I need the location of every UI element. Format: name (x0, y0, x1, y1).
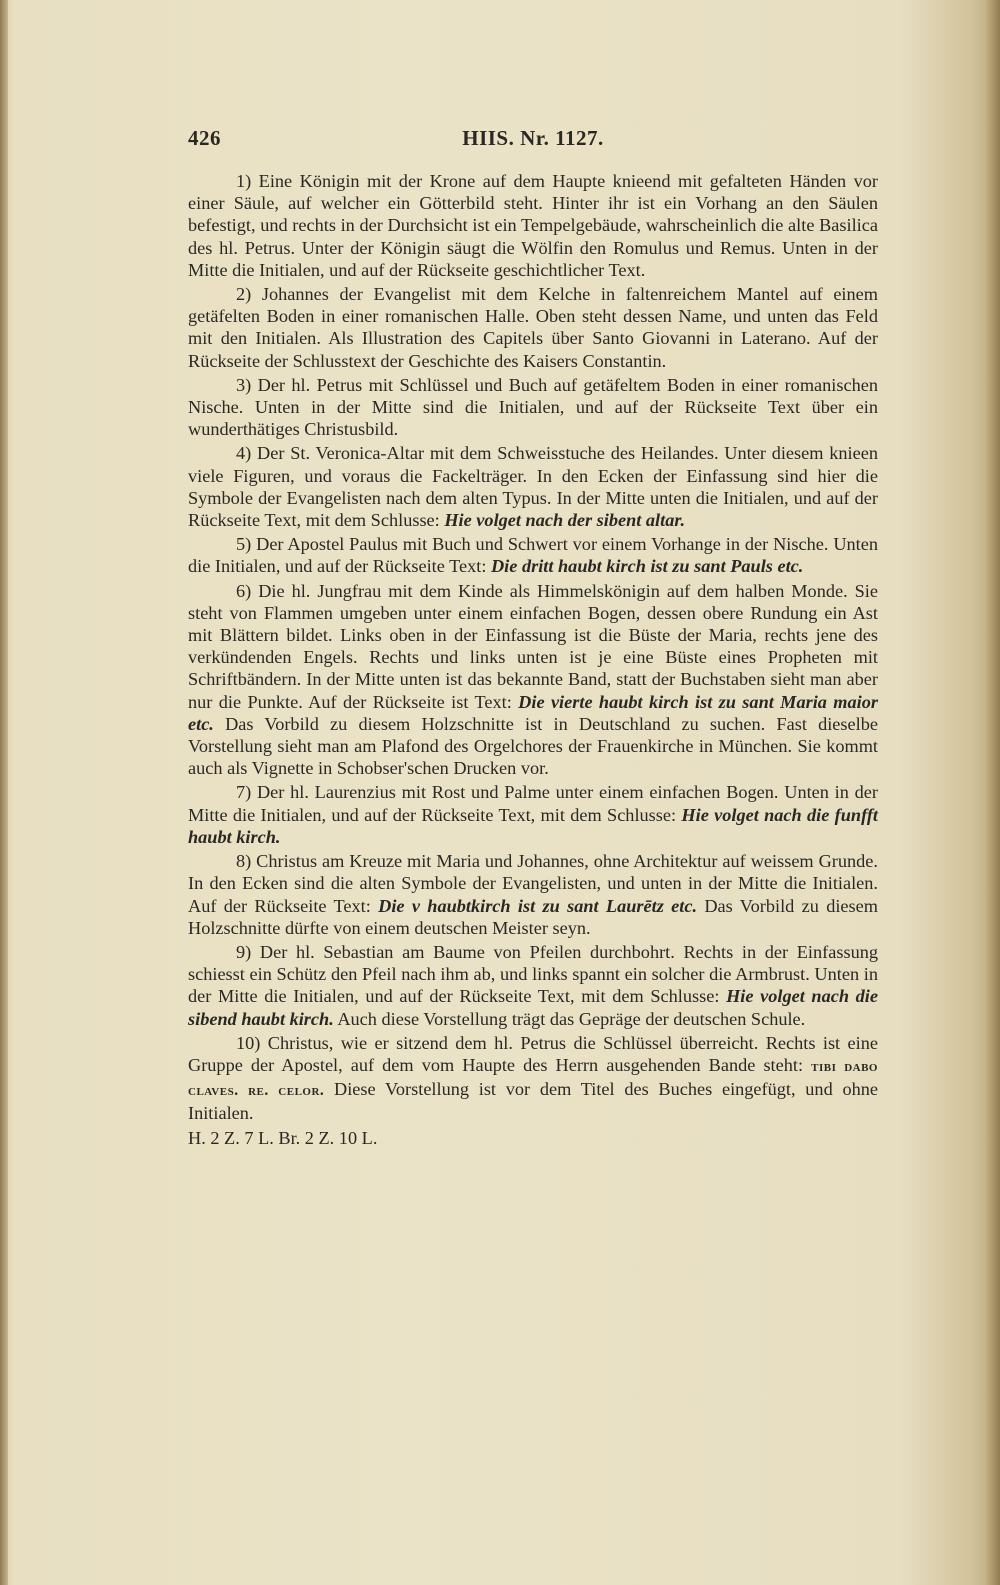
page-right-edge (984, 0, 1000, 1585)
running-title: HIIS. Nr. 1127. (462, 126, 604, 150)
page-number: 426 (188, 126, 221, 150)
entry-4: 4) Der St. Veronica-Altar mit dem Schweisstuche des Heilandes. Unter diesem knieen viele Figuren, und voraus die Fackelträger. In den Ecken der Einfassung sind hier die Symbole der Evangelisten nach dem alten Typus. In der Mitte unten die Initialen, und auf der Rückseite Text, mit dem Schlusse: Hie volget nach der sibent altar. (188, 443, 878, 531)
entry-7: 7) Der hl. Laurenzius mit Rost und Palme unter einem einfachen Bogen. Unten in der Mitte die Initialen, und auf der Rückseite Text, mit dem Schlusse: Hie volget nach die funfft haubt kirch. (188, 782, 878, 847)
entry-10-inscription: tibi dabo claves. re. celor. (188, 1057, 878, 1100)
entry-8-quote: Die v haubtkirch ist zu sant Laurētz etc. (378, 895, 698, 916)
entry-5-quote: Die dritt haubt kirch ist zu sant Pauls etc. (490, 556, 804, 577)
body-text (188, 170, 878, 1149)
page-left-edge (0, 0, 8, 1585)
entry-6: 6) Die hl. Jungfrau mit dem Kinde als Himmelskönigin auf dem halben Monde. Sie steht von Flammen umgeben unter einem einfachen Bogen, dessen obere Rundung ein Ast mit Blättern bildet. Links oben in der Einfassung ist die Büste der Maria, rechts jene des verkündenden Engels. Rechts und links unten ist je eine Büste eines Propheten mit Schriftbändern. In der Mitte unten ist das bekannte Band, statt der Buchstaben sieht man aber nur die Punkte. Auf der Rückseite ist Text: Die vierte haubt kirch ist zu sant Maria maior etc. Das Vorbild zu diesem Holzschnitte ist in Deutschland zu suchen. Fast dieselbe Vorstellung sieht man am Plafond des Orgelchores der Frauenkirche in München. Sie kommt auch als Vignette in Schobser'schen Drucken vor. (188, 580, 878, 779)
entry-8: 8) Christus am Kreuze mit Maria und Johannes, ohne Architektur auf weissem Grunde. In den Ecken sind die alten Symbole der Evangelisten, und unten in der Mitte die Initialen. Auf der Rückseite Text: Die v haubtkirch ist zu sant Laurētz etc. Das Vorbild zu diesem Holzschnitte dürfte von einem deutschen Meister seyn. (188, 851, 878, 938)
entry-6-quote: Die vierte haubt kirch ist zu sant Maria maior etc. (188, 691, 878, 734)
entry-9: 9) Der hl. Sebastian am Baume von Pfeilen durchbohrt. Rechts in der Einfassung schiesst ein Schütz den Pfeil nach ihm ab, und links spannt ein solcher die Armbrust. Unten in der Mitte die Initialen, und auf der Rückseite Text, mit dem Schlusse: Hie volget nach die sibend haubt kirch. Auch diese Vorstellung trägt das Gepräge der deutschen Schule. (188, 941, 878, 1029)
measurements: H. 2 Z. 7 L. Br. 2 Z. 10 L. (188, 1127, 378, 1148)
page-content (188, 126, 878, 1149)
entry-5: 5) Der Apostel Paulus mit Buch und Schwert vor einem Vorhange in der Nische. Unten die Initialen, und auf der Rückseite Text: Die dritt haubt kirch ist zu sant Pauls etc. (188, 534, 878, 577)
entry-3: 3) Der hl. Petrus mit Schlüssel und Buch auf getäfeltem Boden in einer romanischen Nische. Unten in der Mitte sind die Initialen, und auf der Rückseite Text über ein wunderthätiges Christusbild. (188, 374, 878, 440)
entry-2: 2) Johannes der Evangelist mit dem Kelche in faltenreichem Mantel auf einem getäfelten Boden in einer romanischen Halle. Oben steht dessen Name, und unten das Feld mit den Initialen. Als Illustration des Capitels über Santo Giovanni in Laterano. Auf der Rückseite der Schlusstext der Geschichte des Kaisers Constantin. (188, 284, 878, 371)
entry-10: 10) Christus, wie er sitzend dem hl. Petrus die Schlüssel überreicht. Rechts ist eine Gruppe der Apostel, auf dem vom Haupte des Herrn ausgehenden Bande steht: tibi dabo claves. re. celor. Diese Vorstellung ist vor dem Titel des Buches eingefügt, und ohne Initialen. (188, 1032, 878, 1124)
entry-7-quote: Hie volget nach die funfft haubt kirch. (188, 804, 878, 847)
entry-1: 1) Eine Königin mit der Krone auf dem Haupte knieend mit gefalteten Händen vor einer Säule, auf welcher ein Götterbild steht. Hinter ihr ist ein Vorhang an den Säulen befestigt, und rechts in der Durchsicht ist ein Tempelgebäude, wahrscheinlich die alte Basilica des hl. Petrus. Unter der Königin säugt die Wölfin den Romulus und Remus. Unten in der Mitte die Initialen, und auf der Rückseite geschichtlicher Text. (188, 171, 878, 280)
entry-4-quote: Hie volget nach der sibent altar. (444, 510, 686, 531)
page-header (188, 126, 878, 156)
entry-9-quote: Hie volget nach die sibend haubt kirch. (188, 986, 878, 1029)
